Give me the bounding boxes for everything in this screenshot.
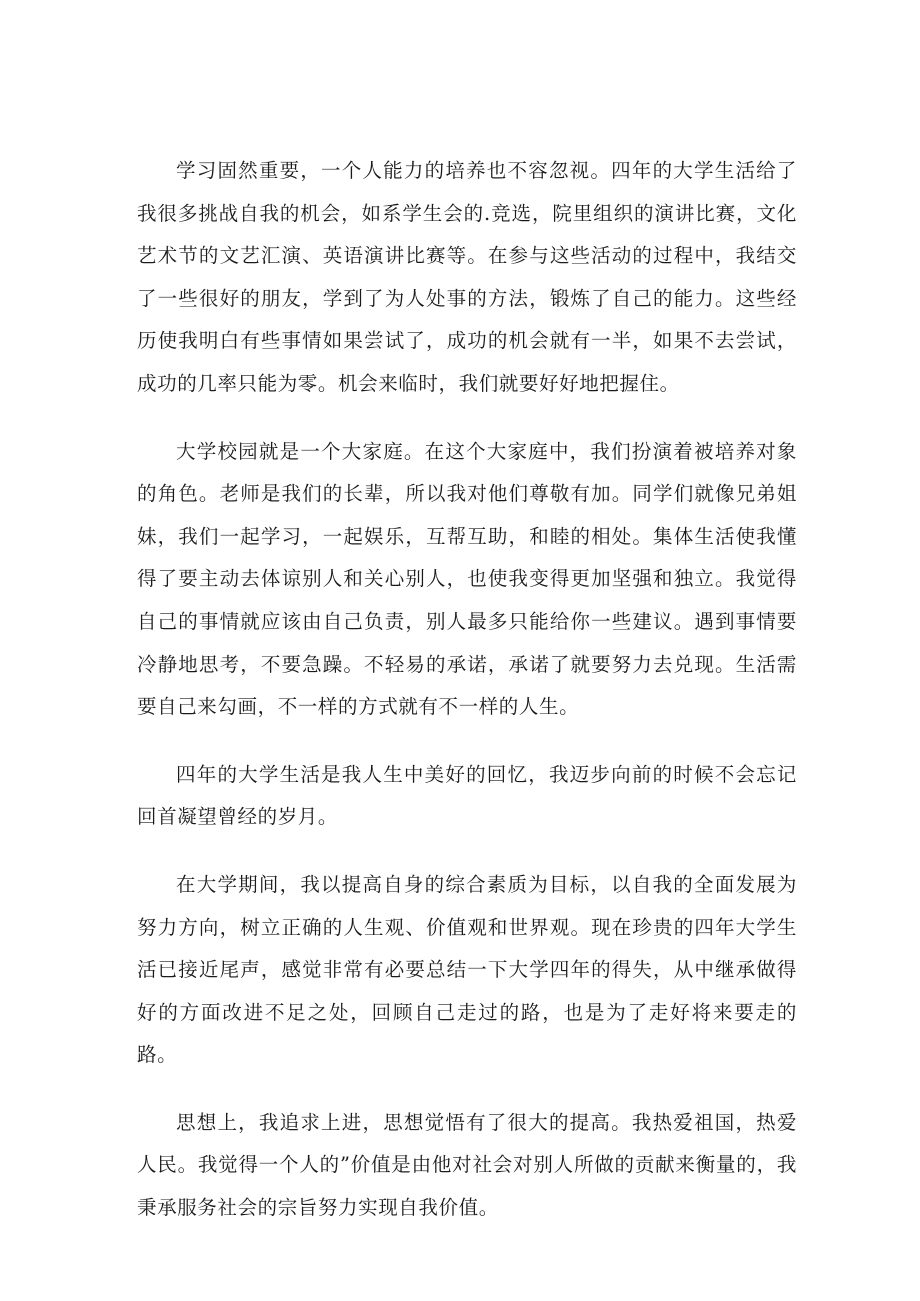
document-body [137,150,797,1230]
paragraph-campus-family: 大学校园就是一个大家庭。在这个大家庭中，我们扮演着被培养对象的角色。老师是我们的长辈，所以我对他们尊敬有加。同学们就像兄弟姐妹，我们一起学习，一起娱乐，互帮互助，和睦的相处。集体生活使我懂得了要主动去体谅别人和关心别人，也使我变得更加坚强和独立。我觉得自己的事情就应该由自己负责，别人最多只能给你一些建议。遇到事情要冷静地思考，不要急躁。不轻易的承诺，承诺了就要努力去兑现。生活需要自己来勾画，不一样的方式就有不一样的人生。 [137,439,797,719]
paragraph-ability-training: 学习固然重要，一个人能力的培养也不容忽视。四年的大学生活给了我很多挑战自我的机会，如系学生会的.竞选，院里组织的演讲比赛，文化艺术节的文艺汇演、英语演讲比赛等。在参与这些活动的过程中，我结交了一些很好的朋友，学到了为人处事的方法，锻炼了自己的能力。这些经历使我明白有些事情如果尝试了，成功的机会就有一半，如果不去尝试，成功的几率只能为零。机会来临时，我们就要好好地把握住。 [137,159,797,395]
paragraph-ideology: 思想上，我追求上进，思想觉悟有了很大的提高。我热爱祖国，热爱人民。我觉得一个人的”价值是由他对社会对别人所做的贡献来衡量的，我秉承服务社会的宗旨努力实现自我价值。 [137,1110,797,1220]
paragraph-memories: 四年的大学生活是我人生中美好的回忆，我迈步向前的时候不会忘记回首凝望曾经的岁月。 [137,762,797,829]
paragraph-university-goals: 在大学期间，我以提高自身的综合素质为目标，以自我的全面发展为努力方向，树立正确的人生观、价值观和世界观。现在珍贵的四年大学生活已接近尾声，感觉非常有必要总结一下大学四年的得失，从中继承做得好的方面改进不足之处，回顾自己走过的路，也是为了走好将来要走的路。 [137,872,797,1067]
